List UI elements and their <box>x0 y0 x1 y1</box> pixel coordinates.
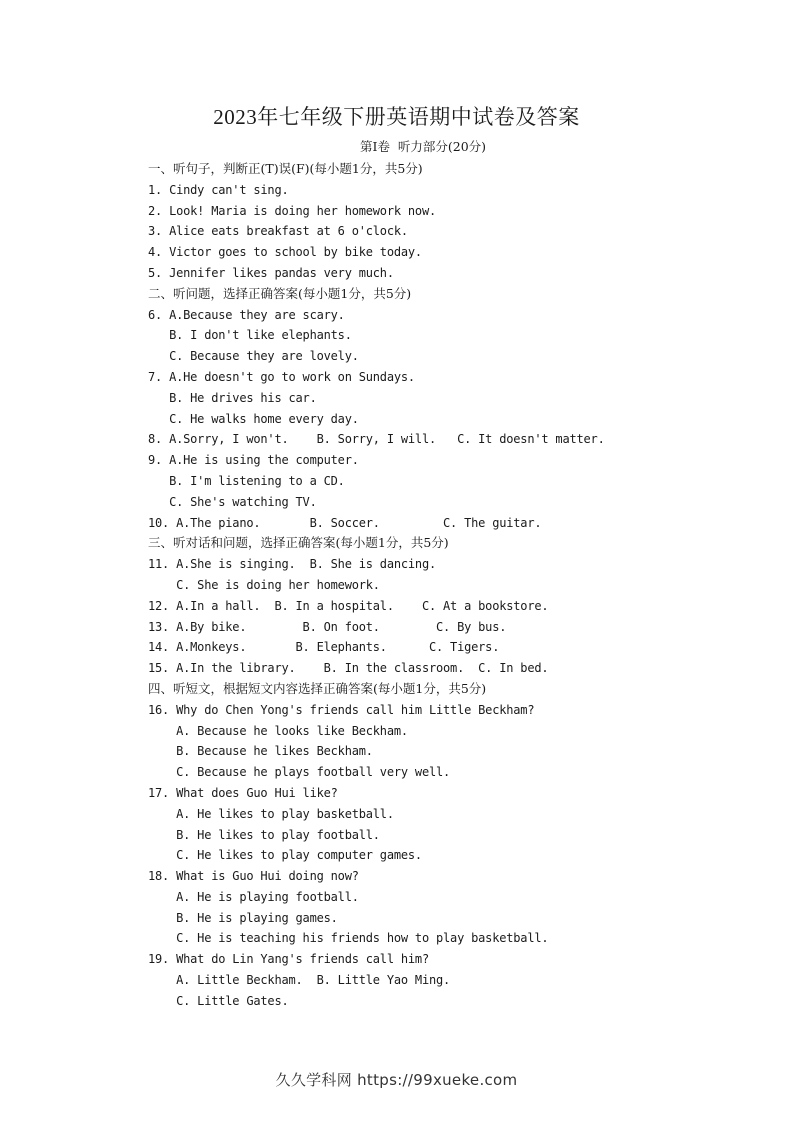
section-subtitle: 第Ⅰ卷 听力部分(20分) <box>360 139 487 154</box>
question-line: 9. A.He is using the computer. <box>148 453 359 468</box>
question-line: 8. A.Sorry, I won't. B. Sorry, I will. C. It doesn't matter. <box>148 432 605 447</box>
section-heading: 四、听短文，根据短文内容选择正确答案(每小题1分，共5分) <box>148 680 487 696</box>
question-line: A. Little Beckham. B. Little Yao Ming. <box>148 973 451 988</box>
question-line: B. He drives his car. <box>148 390 317 405</box>
question-line: 13. A.By bike. B. On foot. C. By bus. <box>148 619 507 634</box>
question-line: C. Little Gates. <box>148 993 289 1008</box>
question-line: B. Because he likes Beckham. <box>148 744 373 759</box>
question-line: 15. A.In the library. B. In the classroom. C. In bed. <box>148 661 549 676</box>
question-line: C. He walks home every day. <box>148 411 359 426</box>
question-line: 10. A.The piano. B. Soccer. C. The guitar. <box>148 515 542 530</box>
question-line: 1. Cindy can't sing. <box>148 182 289 197</box>
question-line: 17. What does Guo Hui like? <box>148 785 338 800</box>
question-line: 3. Alice eats breakfast at 6 o'clock. <box>148 224 408 239</box>
question-line: B. I don't like elephants. <box>148 328 352 343</box>
question-line: B. He is playing games. <box>148 910 338 925</box>
question-line: 4. Victor goes to school by bike today. <box>148 245 422 260</box>
question-line: B. He likes to play football. <box>148 827 380 842</box>
question-line: C. Because he plays football very well. <box>148 765 451 780</box>
question-line: 16. Why do Chen Yong's friends call him Little Beckham? <box>148 702 535 717</box>
question-line: 18. What is Guo Hui doing now? <box>148 869 359 884</box>
section-heading: 二、听问题，选择正确答案(每小题1分，共5分) <box>148 285 412 301</box>
question-line: 12. A.In a hall. B. In a hospital. C. At a bookstore. <box>148 598 549 613</box>
question-line: C. Because they are lovely. <box>148 349 359 364</box>
question-line: 14. A.Monkeys. B. Elephants. C. Tigers. <box>148 640 500 655</box>
question-line: 6. A.Because they are scary. <box>148 307 345 322</box>
exam-body <box>148 159 768 1012</box>
question-line: B. I'm listening to a CD. <box>148 473 345 488</box>
question-line: C. He likes to play computer games. <box>148 848 422 863</box>
question-line: A. He likes to play basketball. <box>148 806 394 821</box>
question-line: A. He is playing football. <box>148 889 359 904</box>
section-heading: 三、听对话和问题，选择正确答案(每小题1分，共5分) <box>148 535 449 551</box>
section-heading: 一、听句子，判断正(T)误(F)(每小题1分，共5分) <box>148 161 423 176</box>
question-line: 19. What do Lin Yang's friends call him? <box>148 952 429 967</box>
question-line: 7. A.He doesn't go to work on Sundays. <box>148 369 415 384</box>
question-line: C. She's watching TV. <box>148 494 317 509</box>
question-line: A. Because he looks like Beckham. <box>148 723 408 738</box>
page-title: 2023年七年级下册英语期中试卷及答案 <box>213 105 580 129</box>
question-line: 2. Look! Maria is doing her homework now. <box>148 203 437 218</box>
question-line: 11. A.She is singing. B. She is dancing. <box>148 557 437 572</box>
question-line: 5. Jennifer likes pandas very much. <box>148 265 394 280</box>
question-line: C. He is teaching his friends how to play basketball. <box>148 931 549 946</box>
site-footer: 久久学科网 https://99xueke.com <box>275 1071 518 1089</box>
question-line: C. She is doing her homework. <box>148 577 380 592</box>
